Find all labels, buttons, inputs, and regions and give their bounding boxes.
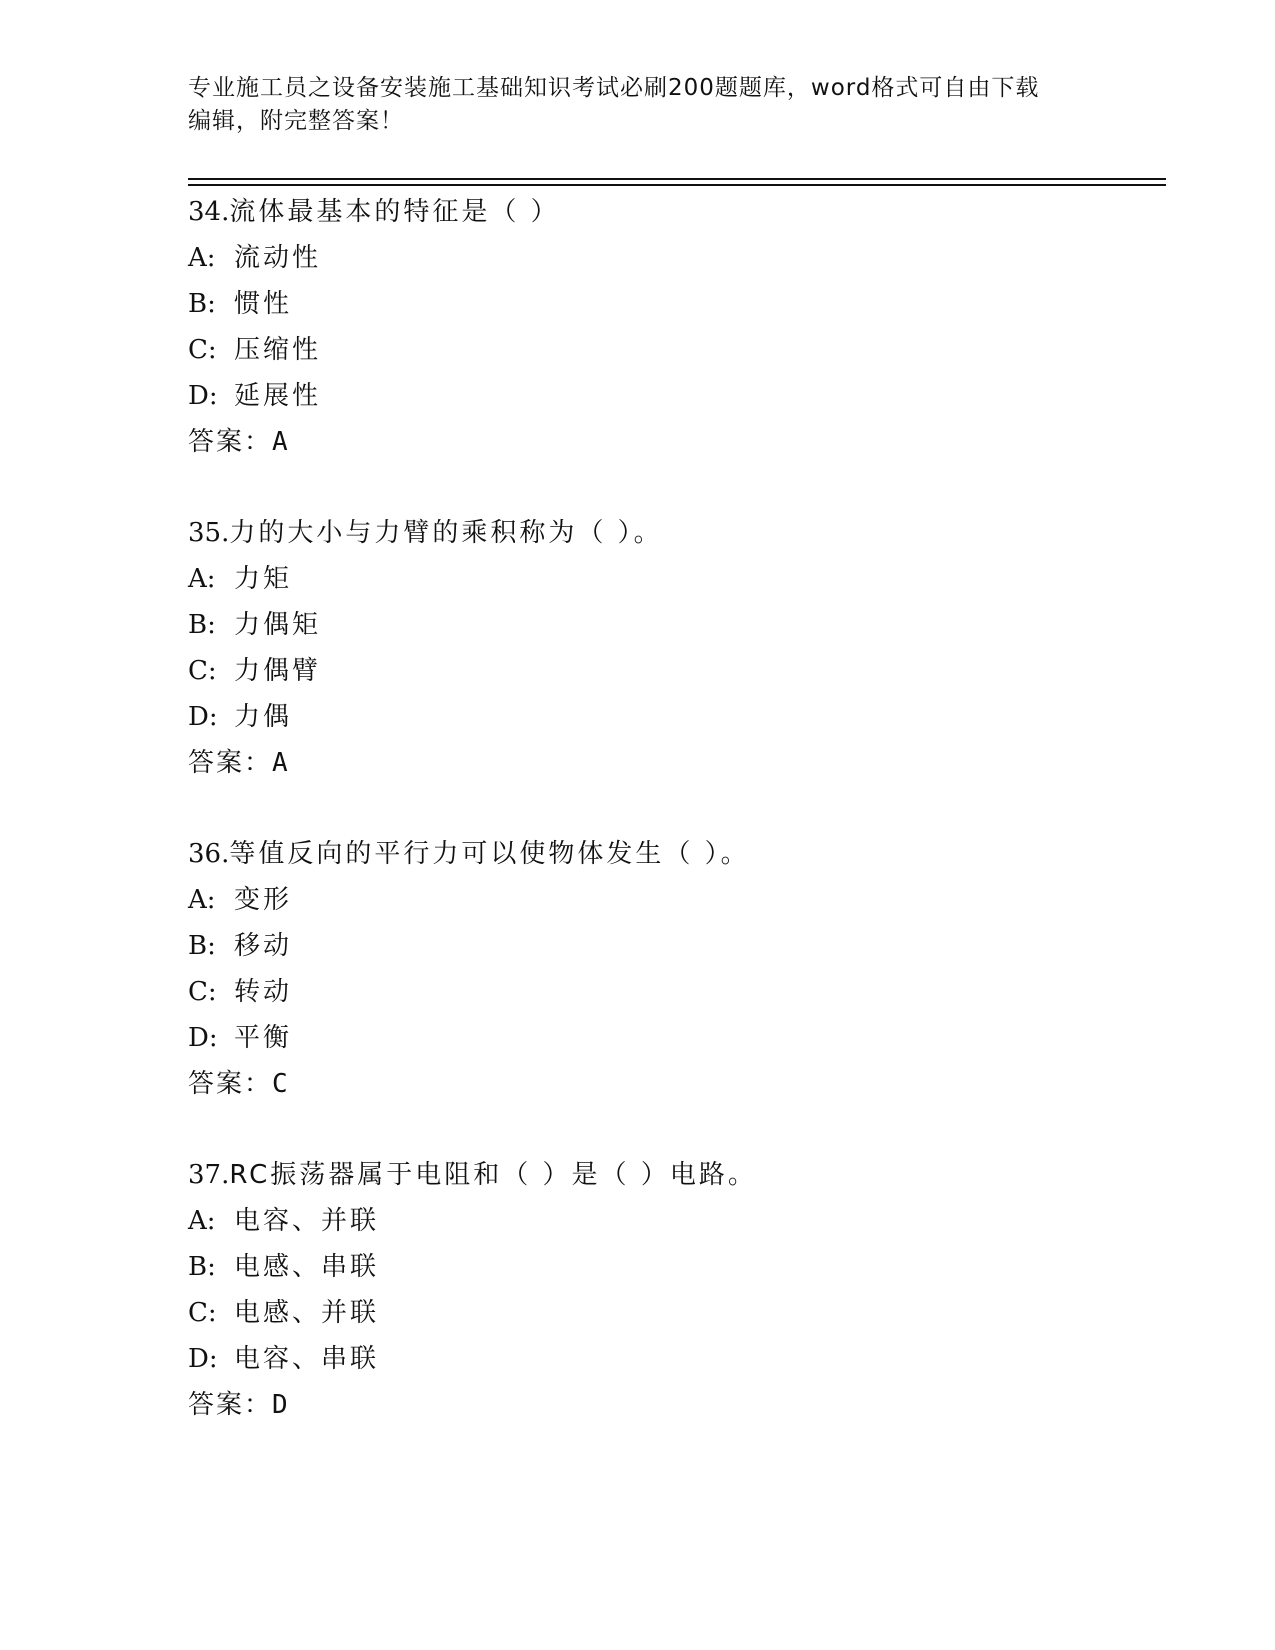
option-a (188, 556, 1148, 602)
question-text: 流体最基本的特征是（ ） (229, 197, 560, 227)
question-number: 36. (188, 839, 230, 869)
option-text: 力矩 (234, 564, 293, 594)
option-letter: A: (188, 243, 216, 273)
option-letter: C: (188, 335, 217, 365)
option-b (188, 602, 1148, 648)
option-text: 力偶臂 (234, 656, 322, 686)
option-text: 移动 (234, 931, 293, 961)
answer-line (188, 1382, 1148, 1428)
option-b (188, 923, 1148, 969)
option-d (188, 694, 1148, 740)
option-letter: D: (188, 1344, 218, 1374)
option-letter: D: (188, 381, 218, 411)
option-letter: A: (188, 564, 216, 594)
option-text: 惯性 (234, 289, 293, 319)
option-a (188, 1198, 1148, 1244)
option-text: 电感、串联 (234, 1252, 380, 1282)
question-text: 力的大小与力臂的乘积称为（ ）。 (229, 518, 663, 548)
answer-line (188, 419, 1148, 465)
option-letter: B: (188, 289, 216, 319)
question-number: 37. (188, 1160, 230, 1190)
option-text: 力偶 (234, 702, 293, 732)
option-letter: C: (188, 1298, 217, 1328)
question-number: 34. (188, 197, 230, 227)
option-letter: C: (188, 977, 217, 1007)
option-letter: D: (188, 1023, 218, 1053)
option-text: 力偶矩 (234, 610, 322, 640)
header-line-1: 专业施工员之设备安装施工基础知识考试必刷200题题库，word格式可自由下载 (188, 75, 1040, 101)
option-letter: A: (188, 885, 216, 915)
option-d (188, 373, 1148, 419)
answer-line (188, 740, 1148, 786)
question-37 (188, 1152, 1148, 1428)
option-text: 变形 (234, 885, 293, 915)
option-a (188, 877, 1148, 923)
option-c (188, 1290, 1148, 1336)
document-header (188, 72, 1088, 138)
header-line-2: 编辑，附完整答案！ (188, 108, 404, 134)
option-letter: B: (188, 1252, 216, 1282)
option-d (188, 1015, 1148, 1061)
answer-label: 答案： (188, 427, 273, 457)
option-d (188, 1336, 1148, 1382)
option-text: 平衡 (234, 1023, 293, 1053)
question-36 (188, 831, 1148, 1107)
question-text: 等值反向的平行力可以使物体发生（ ）。 (229, 839, 750, 869)
question-text: RC振荡器属于电阻和（ ）是（ ）电路。 (229, 1160, 757, 1190)
option-text: 延展性 (234, 381, 322, 411)
answer-value: D (272, 1390, 288, 1420)
header-divider-top (188, 178, 1166, 180)
option-text: 压缩性 (234, 335, 322, 365)
option-a (188, 235, 1148, 281)
option-text: 流动性 (234, 243, 322, 273)
question-number: 35. (188, 518, 230, 548)
question-stem (188, 189, 1148, 235)
option-text: 电容、串联 (234, 1344, 380, 1374)
question-stem (188, 831, 1148, 877)
answer-label: 答案： (188, 1390, 273, 1420)
answer-label: 答案： (188, 1069, 273, 1099)
option-letter: D: (188, 702, 218, 732)
option-b (188, 1244, 1148, 1290)
option-text: 转动 (234, 977, 293, 1007)
option-text: 电感、并联 (234, 1298, 380, 1328)
option-c (188, 969, 1148, 1015)
option-b (188, 281, 1148, 327)
header-divider-bottom (188, 184, 1166, 186)
answer-value: A (272, 427, 288, 457)
question-stem (188, 510, 1148, 556)
option-letter: B: (188, 610, 216, 640)
option-letter: C: (188, 656, 217, 686)
option-text: 电容、并联 (234, 1206, 380, 1236)
option-letter: A: (188, 1206, 216, 1236)
option-letter: B: (188, 931, 216, 961)
question-34 (188, 189, 1148, 465)
answer-label: 答案： (188, 748, 273, 778)
option-c (188, 327, 1148, 373)
answer-value: A (272, 748, 288, 778)
question-stem (188, 1152, 1148, 1198)
answer-line (188, 1061, 1148, 1107)
option-c (188, 648, 1148, 694)
question-35 (188, 510, 1148, 786)
answer-value: C (272, 1069, 288, 1099)
